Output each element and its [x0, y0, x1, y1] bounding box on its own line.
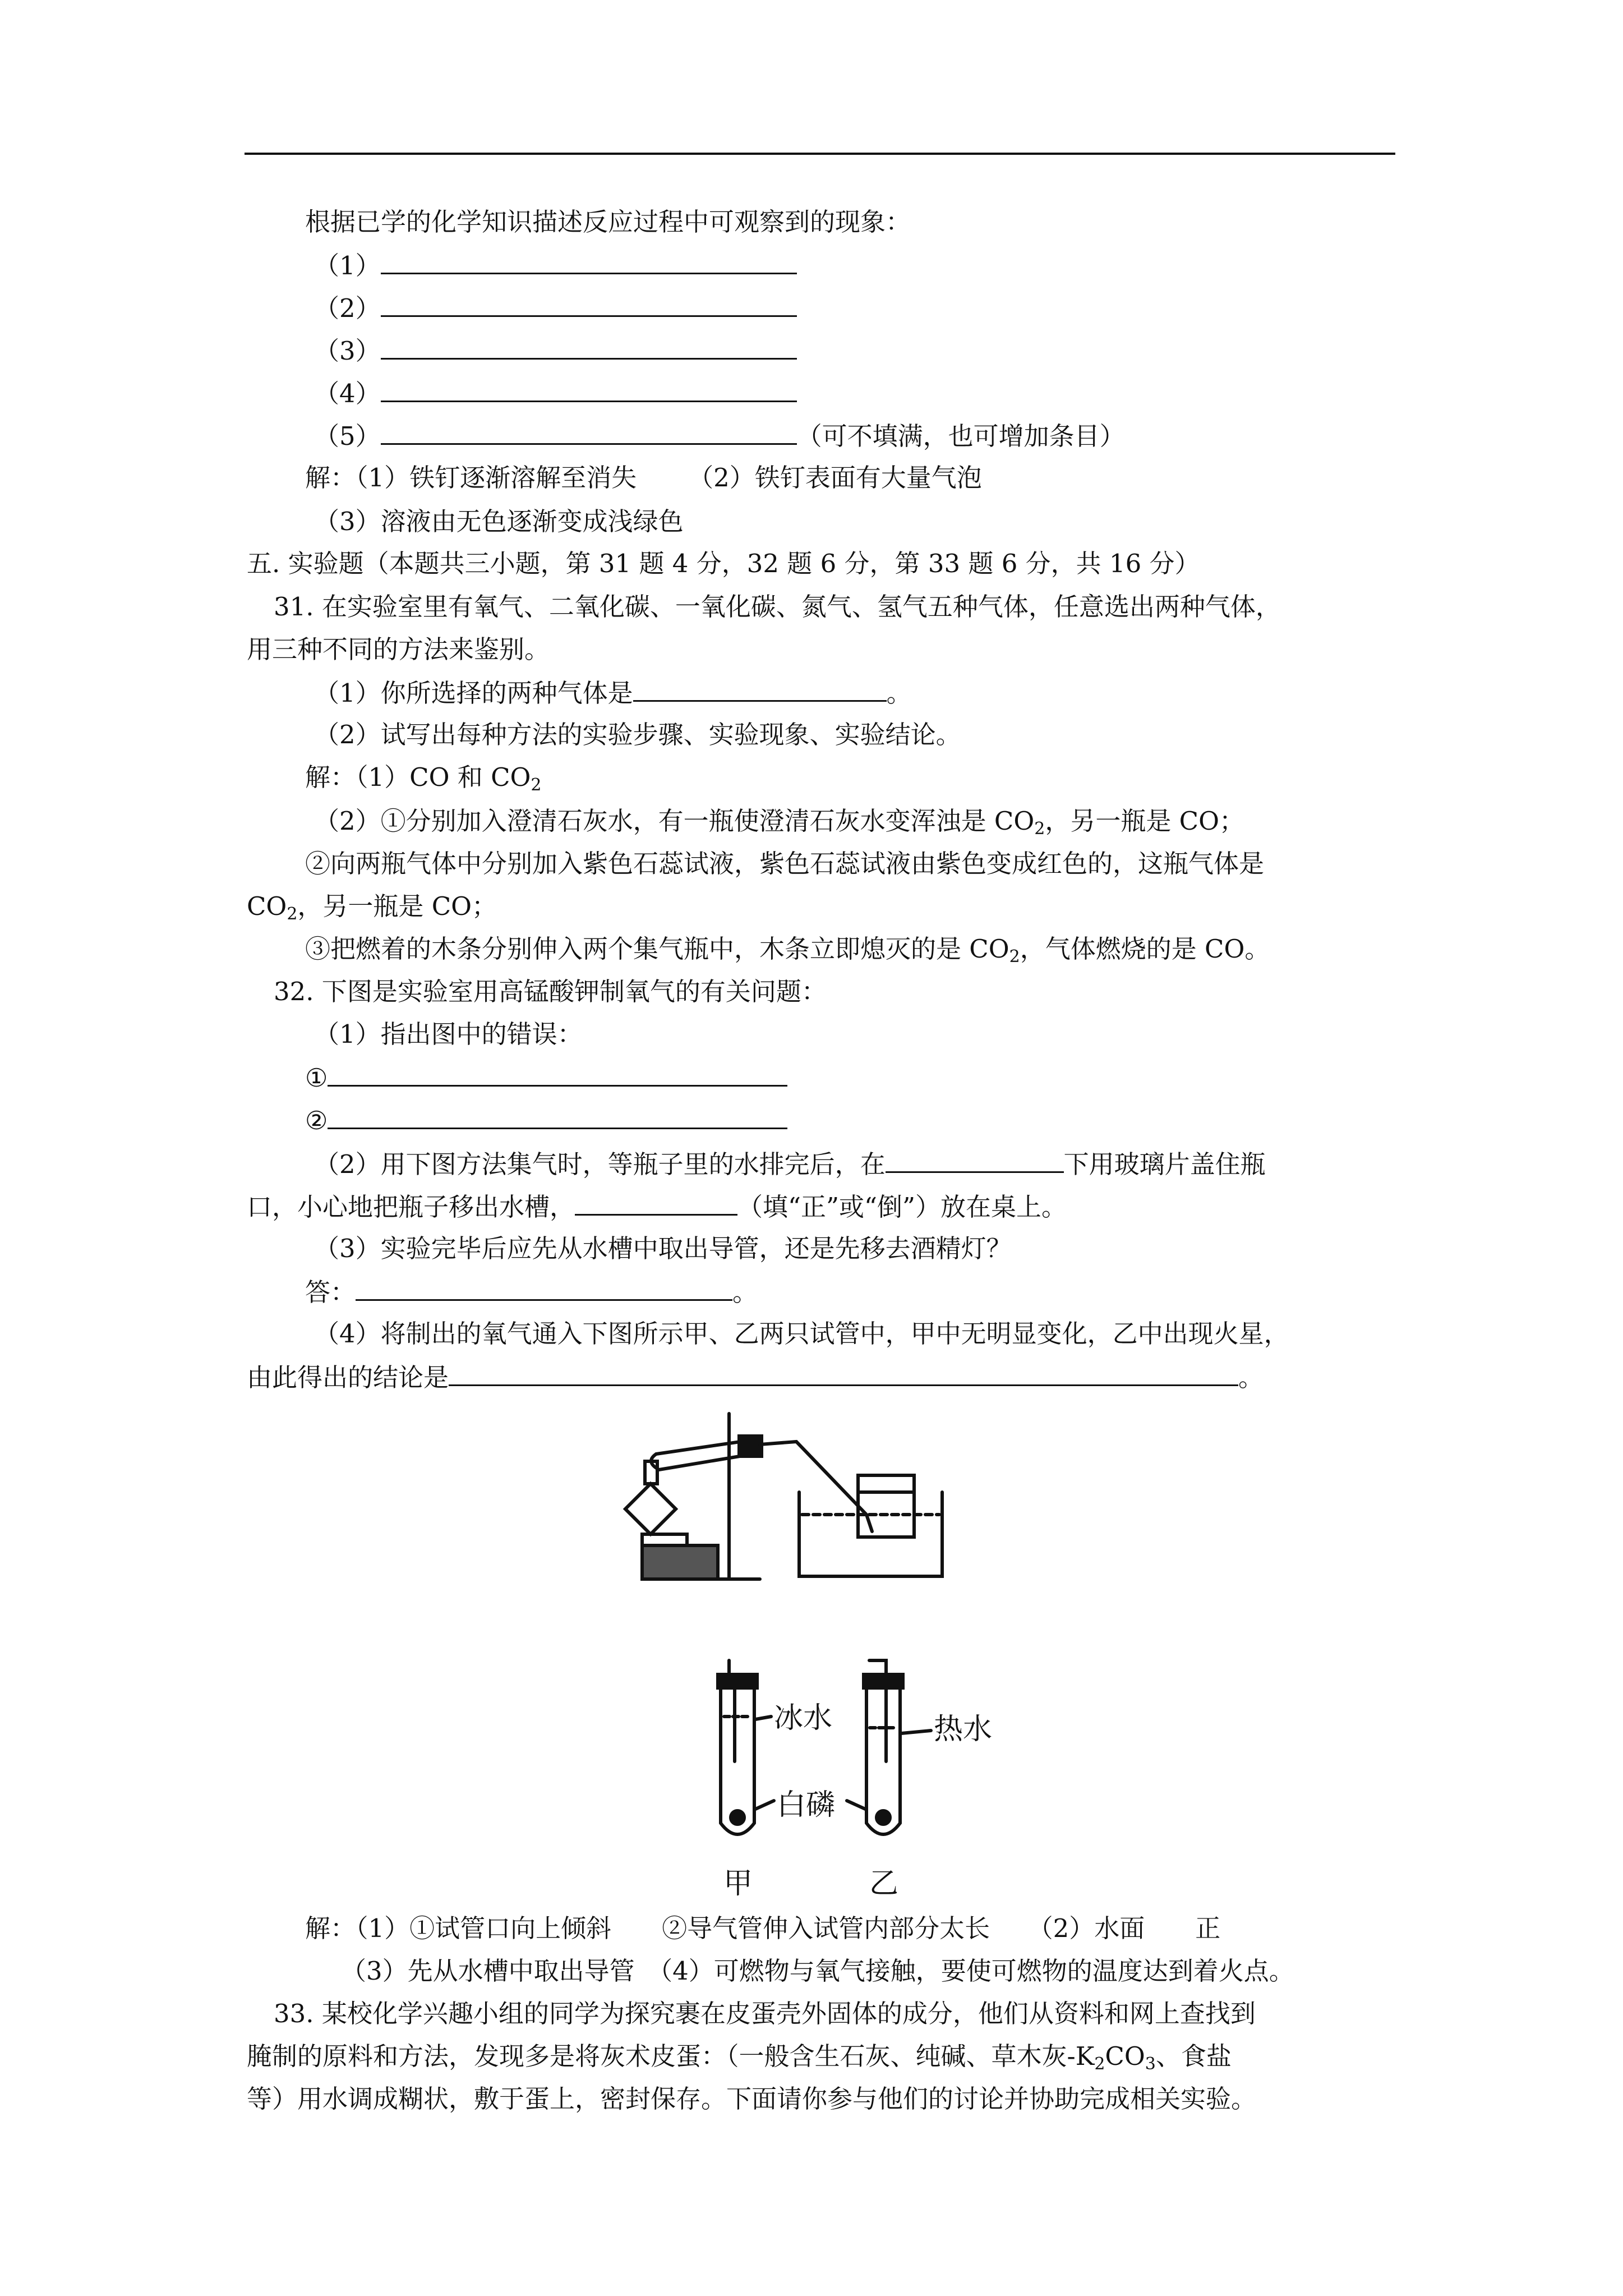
label-tube-jia: 甲 — [723, 1867, 753, 1901]
q31-sub2: （2）试写出每种方法的实验步骤、实验现象、实验结论。 — [314, 720, 961, 749]
q32-stem: 32. 下图是实验室用高锰酸钾制氧气的有关问题： — [274, 977, 827, 1006]
q32-part2-line2: 口，小心地把瓶子移出水槽， （填“正”或“倒”）放在桌上。 — [247, 1189, 1067, 1224]
intro-text: 根据已学的化学知识描述反应过程中可观察到的现象： — [305, 207, 911, 237]
q32-answer-line1: 解：（1）①试管口向上倾斜 ②导气管伸入试管内部分太长 （2）水面 正 — [305, 1913, 1221, 1943]
q33-line3: 等）用水调成糊状，敷于蛋上，密封保存。下面请你参与他们的讨论并协助完成相关实验。 — [247, 2084, 1257, 2114]
q32-answer-line2: （3）先从水槽中取出导管 （4）可燃物与氧气接触，要使可燃物的温度达到着火点。 — [341, 1956, 1294, 1986]
collection-bottle — [858, 1475, 914, 1537]
blank-item-5: （5） （可不填满，也可增加条目） — [314, 418, 1125, 453]
answer-30-line2: （3）溶液由无色逐渐变成浅绿色 — [314, 507, 684, 536]
answer-30-line1: 解：（1）铁钉逐渐溶解至消失 （2）铁钉表面有大量气泡 — [305, 463, 982, 493]
flame — [625, 1484, 676, 1534]
q32-error-2: ② — [305, 1103, 787, 1138]
q31-answer3-line1: ②向两瓶气体中分别加入紫色石蕊试液，紫色石蕊试液由紫色变成红色的，这瓶气体是 — [305, 849, 1265, 878]
q31-sub1: （1）你所选择的两种气体是 。 — [314, 675, 912, 710]
q32-part4-line2: 由此得出的结论是 。 — [247, 1360, 1264, 1395]
label-ice-water: 冰水 — [774, 1701, 833, 1735]
q33-line1: 33. 某校化学兴趣小组的同学为探究裹在皮蛋壳外固体的成分，他们从资料和网上查找到 — [274, 1999, 1256, 2028]
q31-answer2: （2）①分别加入澄清石灰水，有一瓶使澄清石灰水变浑浊是 $CO_2$，另一瓶是 CO； — [314, 806, 1244, 839]
blank-item-4: （4） — [314, 376, 797, 411]
label-tube-yi: 乙 — [869, 1867, 899, 1901]
q32-part2-line1: （2）用下图方法集气时，等瓶子里的水排完后，在 下用玻璃片盖住瓶 — [314, 1147, 1266, 1181]
section-title: 五. 实验题（本题共三小题，第 31 题 4 分，32 题 6 分，第 33 题 6 分，共 16 分） — [247, 549, 1200, 578]
q32-error-1: ① — [305, 1060, 787, 1095]
q33-line2: 腌制的原料和方法，发现多是将灰术皮蛋：（一般含生石灰、纯碱、草木灰$-K_2CO_3$、食盐 — [247, 2041, 1232, 2074]
q32-part3-answer: 答： 。 — [305, 1274, 758, 1309]
q32-part1: （1）指出图中的错误： — [314, 1019, 583, 1049]
q31-answer3-line2: $CO_2$，另一瓶是 CO； — [247, 891, 497, 924]
wooden-block — [642, 1545, 718, 1579]
q32-part3: （3）实验完毕后应先从水槽中取出导管，还是先移去酒精灯？ — [314, 1234, 1012, 1263]
water-trough — [799, 1492, 942, 1576]
white-phosphorus-jia — [731, 1811, 744, 1824]
label-hot-water: 热水 — [934, 1713, 993, 1746]
blank-item-2: （2） — [314, 291, 797, 325]
blank-item-3: （3） — [314, 333, 797, 368]
white-phosphorus-yi — [877, 1811, 890, 1824]
q31-answer4: ③把燃着的木条分别伸入两个集气瓶中，木条立即熄灭的是 $CO_2$，气体燃烧的是 CO。 — [305, 934, 1270, 967]
label-white-phosphorus: 白磷 — [777, 1788, 836, 1822]
clamp — [739, 1436, 762, 1456]
delivery-tube — [760, 1442, 872, 1531]
blank-item-1: （1） — [314, 248, 797, 283]
q31-stem-line2: 用三种不同的方法来鉴别。 — [247, 634, 550, 664]
q31-stem-line1: 31. 在实验室里有氧气、二氧化碳、一氧化碳、氮气、氢气五种气体，任意选出两种气体， — [274, 592, 1281, 622]
q31-answer1: 解：（1）CO 和 $CO_2$ — [305, 762, 542, 795]
q32-part4-line1: （4）将制出的氧气通入下图所示甲、乙两只试管中，甲中无明显变化，乙中出现火星， — [314, 1319, 1289, 1349]
